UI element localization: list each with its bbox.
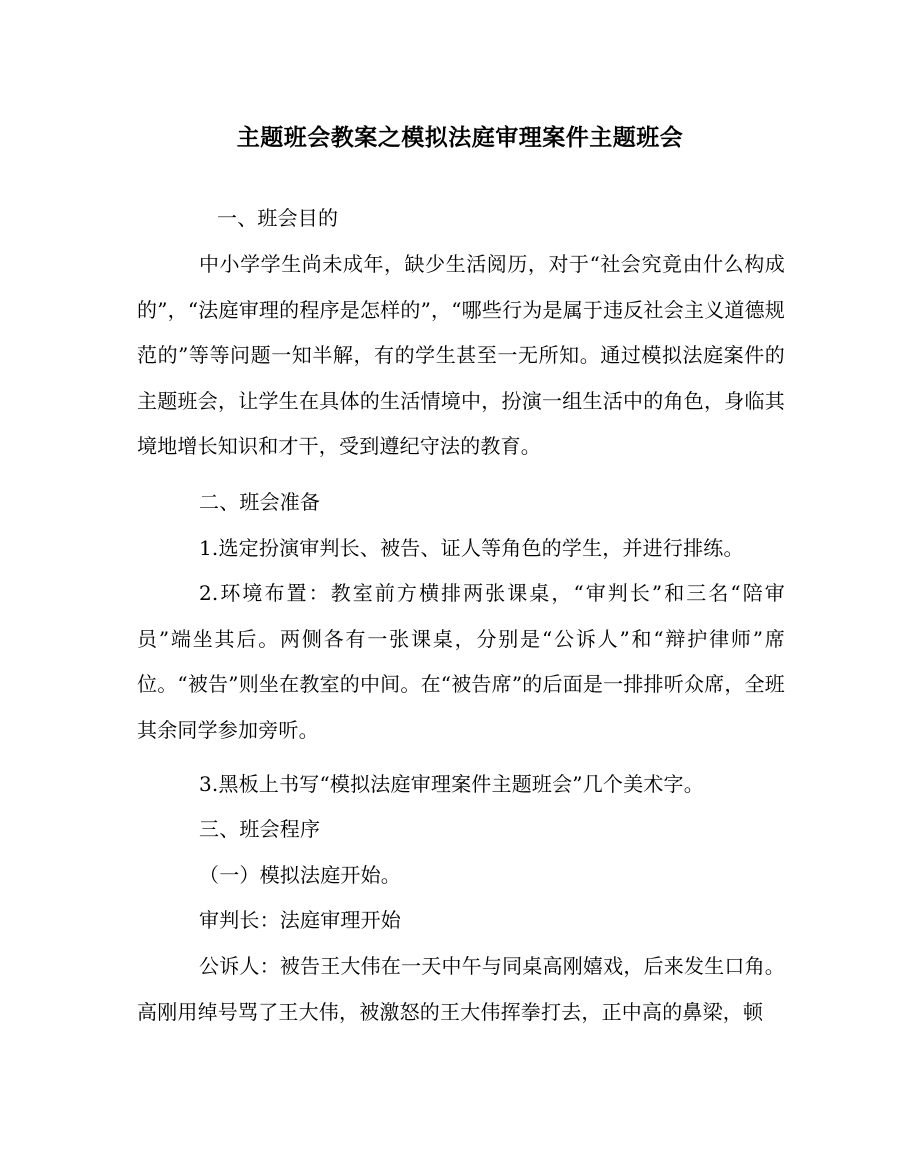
preparation-item-3: 3.黑板上书写“模拟法庭审理案件主题班会”几个美术字。 (199, 772, 704, 796)
preparation-item-2: 2.环境布置：教室前方横排两张课桌，“审判长”和三名“陪审员”端坐其后。两侧各有一张课桌，分别是“公诉人”和“辩护律师”席位。“被告”则坐在教室的中间。在“被告席”的后面是一排排听众席，全班其余同学参加旁听。 (137, 581, 785, 742)
dialogue-prosecutor: 公诉人：被告王大伟在一天中午与同桌高刚嬉戏，后来发生口角。高刚用绰号骂了王大伟，被激怒的王大伟挥拳打去，正中高的鼻梁，顿 (137, 954, 785, 1024)
document-title: 主题班会教案之模拟法庭审理案件主题班会 (236, 125, 684, 151)
paragraph-goals: 中小学学生尚未成年，缺少生活阅历，对于“社会究竟由什么构成的”，“法庭审理的程序是怎样的”，“哪些行为是属于违反社会主义道德规范的”等等问题一知半解，有的学生甚至一无所知。通过模拟法庭案件的主题班会，让学生在具体的生活情境中，扮演一组生活中的角色，身临其境地增长知识和才干，受到遵纪守法的教育。 (137, 252, 785, 458)
procedure-subheading-1: （一）模拟法庭开始。 (199, 863, 401, 887)
section-heading-procedure: 三、班会程序 (199, 817, 321, 841)
section-heading-goals: 一、班会目的 (217, 206, 339, 230)
preparation-item-1: 1.选定扮演审判长、被告、证人等角色的学生，并进行排练。 (199, 536, 744, 560)
dialogue-judge: 审判长：法庭审理开始 (199, 908, 401, 932)
section-heading-preparation: 二、班会准备 (199, 490, 321, 514)
